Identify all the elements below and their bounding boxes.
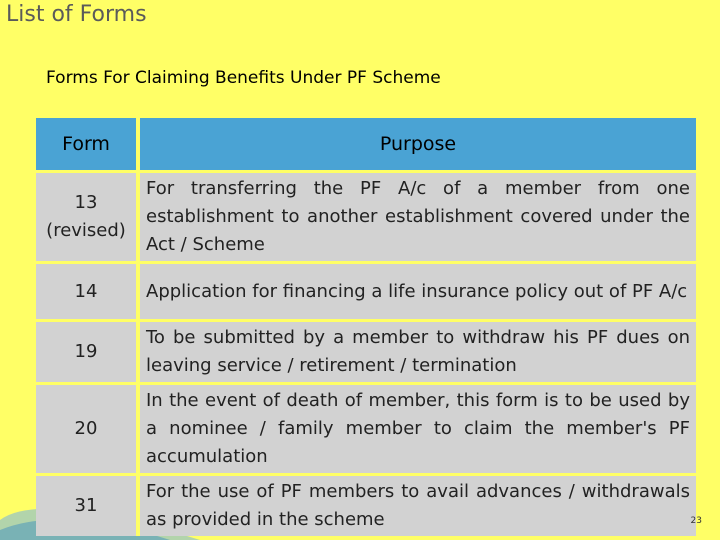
cell-form: 19 [36,322,140,385]
header-purpose: Purpose [140,118,696,173]
forms-table [36,118,696,536]
slide-title: List of Forms [6,2,147,27]
cell-purpose: Application for financing a life insurance policy out of PF A/c [140,264,696,322]
cell-purpose: For the use of PF members to avail advances / withdrawals as provided in the scheme [140,476,696,536]
table-row [36,476,696,536]
table-row [36,385,696,476]
table-row [36,173,696,264]
cell-form: 31 [36,476,140,536]
cell-purpose: For transferring the PF A/c of a member from one establishment to another establishment covered under the Act / Scheme [140,173,696,264]
cell-purpose: In the event of death of member, this form is to be used by a nominee / family member to claim the member's PF accumulation [140,385,696,476]
slide-subtitle: Forms For Claiming Benefits Under PF Scheme [46,68,441,88]
table-row [36,322,696,385]
cell-purpose: To be submitted by a member to withdraw his PF dues on leaving service / retirement / termination [140,322,696,385]
cell-form: 20 [36,385,140,476]
table-row [36,264,696,322]
header-form: Form [36,118,140,173]
cell-form: 13 (revised) [36,173,140,264]
page-number: 23 [690,516,702,526]
cell-form: 14 [36,264,140,322]
table-header-row [36,118,696,173]
